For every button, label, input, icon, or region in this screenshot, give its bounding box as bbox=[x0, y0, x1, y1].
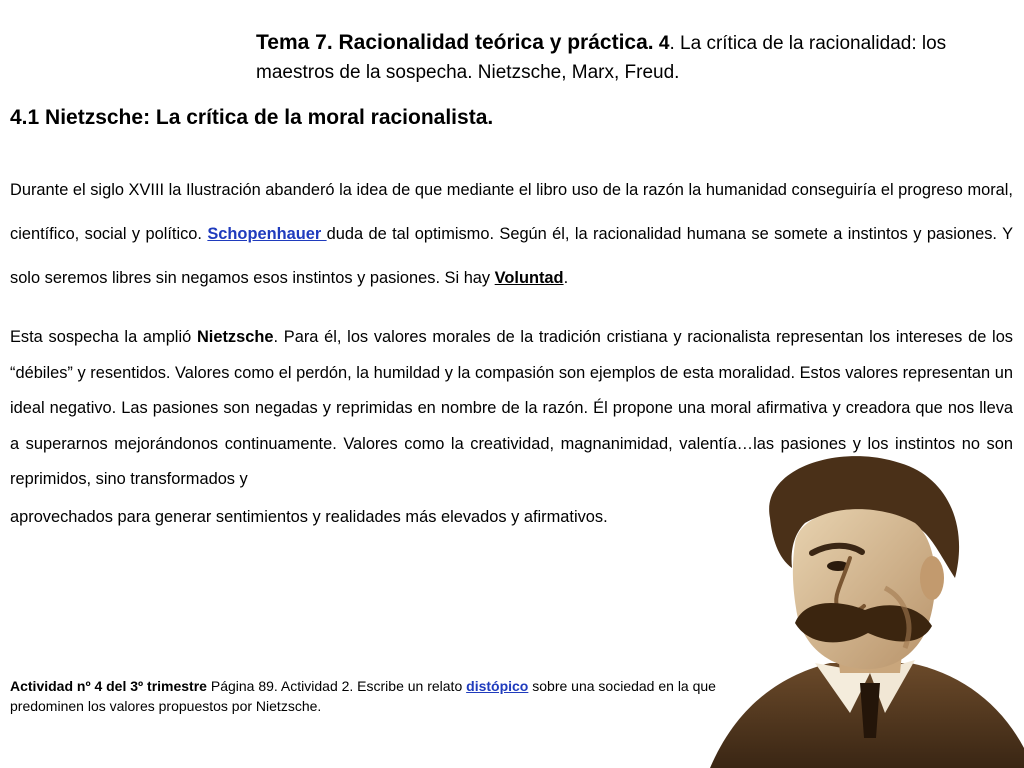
slide-header bbox=[256, 28, 996, 87]
para1-text-c: . bbox=[563, 269, 569, 287]
distopico-link[interactable]: distópico bbox=[466, 678, 529, 694]
activity-box bbox=[10, 676, 730, 716]
paragraph-nietzsche-last-line: aprovechados para generar sentimientos y realidades más elevados y afirmativos. bbox=[10, 508, 608, 526]
nietzsche-name: Nietzsche bbox=[196, 328, 274, 346]
paragraph-illustration bbox=[10, 168, 1013, 300]
activity-label: Actividad nº 4 del 3º trimestre bbox=[10, 678, 207, 694]
section-title: 4.1 Nietzsche: La crítica de la moral racionalista. bbox=[10, 106, 494, 129]
tema-subtitle: . La crítica de la racionalidad: los maestros de la sospecha. Nietzsche, Marx, Freud. bbox=[256, 33, 947, 83]
activity-text-a: Página 89. Actividad 2. Escribe un relato bbox=[206, 678, 467, 694]
para2-text-a: Esta sospecha la amplió bbox=[10, 328, 197, 346]
para1-text-a: Durante el siglo XVIII la Ilustración abanderó la idea de que mediante el libro uso de la razón la humanidad conseguiría el progreso moral, científico, social y político. bbox=[10, 181, 1013, 243]
schopenhauer-link[interactable]: Schopenhauer bbox=[207, 225, 327, 243]
tema-number: 4 bbox=[658, 33, 670, 54]
para1-text-b: duda de tal optimismo. Según él, la racionalidad humana se somete a instintos y pasiones. Y solo seremos libres sin negamos esos instintos y pasiones. Si hay bbox=[10, 225, 1014, 287]
para2-text-b: . Para él, los valores morales de la tradición cristiana y racionalista representan los intereses de los “débiles” y resentidos. Valores como el perdón, la humildad y la compasión son ejemplos de esta moralidad. Estos valores representan un ideal negativo. Las pasiones son negadas y reprimidas en nombre de la razón. Él propone una moral afirmativa y creadora que nos lleva a superarnos mejorándonos continuamente. Valores como la creatividad, magnanimidad, valentía…las pasiones y los instintos no son reprimidos, sino transformados y bbox=[10, 328, 1013, 488]
tema-title: Tema 7. Racionalidad teórica y práctica. bbox=[256, 31, 654, 54]
activity-text-b: sobre una sociedad en la que predominen los valores propuestos por Nietzsche. bbox=[10, 678, 716, 714]
nietzsche-portrait-icon bbox=[700, 448, 1024, 768]
voluntad-link[interactable]: Voluntad bbox=[494, 269, 564, 287]
